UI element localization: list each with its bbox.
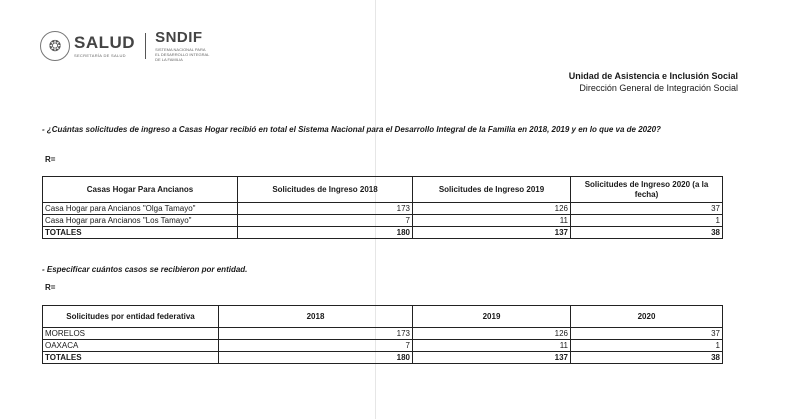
table-cell: 173 bbox=[238, 203, 413, 215]
unit-title: Unidad de Asistencia e Inclusión Social bbox=[568, 71, 738, 81]
table-cell: 11 bbox=[413, 215, 571, 227]
unit-subtitle: Dirección General de Integración Social bbox=[579, 83, 738, 93]
table-cell: Casa Hogar para Ancianos "Olga Tamayo" bbox=[43, 203, 238, 215]
table-cell: MORELOS bbox=[43, 328, 219, 340]
totals-cell: 137 bbox=[413, 352, 571, 364]
column-header: Solicitudes de Ingreso 2019 bbox=[413, 177, 571, 203]
table-cell: 37 bbox=[571, 203, 723, 215]
table-cell: 11 bbox=[413, 340, 571, 352]
unit-heading bbox=[569, 70, 738, 94]
table-cell: 1 bbox=[571, 340, 723, 352]
question-2: - Especificar cuántos casos se recibieron por entidad. bbox=[42, 265, 248, 274]
table-row bbox=[43, 328, 723, 340]
question-1: - ¿Cuántas solicitudes de ingreso a Casas Hogar recibió en total el Sistema Nacional para el Desarrollo Integral de la Familia en 2018, 2019 y en lo que va de 2020? bbox=[42, 125, 661, 134]
totals-row bbox=[43, 352, 723, 364]
table-row bbox=[43, 203, 723, 215]
answer-label-1: R= bbox=[45, 155, 56, 164]
table-cell: 37 bbox=[571, 328, 723, 340]
header-logo bbox=[40, 30, 209, 62]
table-cell: OAXACA bbox=[43, 340, 219, 352]
table-cell: 173 bbox=[219, 328, 413, 340]
salud-logo-subtext: SECRETARÍA DE SALUD bbox=[74, 53, 126, 58]
totals-cell: 180 bbox=[219, 352, 413, 364]
totals-cell: 38 bbox=[571, 352, 723, 364]
column-header: 2020 bbox=[571, 306, 723, 328]
column-header: 2018 bbox=[219, 306, 413, 328]
column-header: Casas Hogar Para Ancianos bbox=[43, 177, 238, 203]
column-header: Solicitudes de Ingreso 2020 (a la fecha) bbox=[571, 177, 723, 203]
sndif-sub-line: SISTEMA NACIONAL PARA bbox=[155, 47, 206, 52]
mexico-seal-icon: ❂ bbox=[40, 31, 70, 61]
column-header: Solicitudes de Ingreso 2018 bbox=[238, 177, 413, 203]
table-cell: 7 bbox=[238, 215, 413, 227]
totals-row bbox=[43, 227, 723, 239]
sndif-sub-line: DE LA FAMILIA bbox=[155, 57, 183, 62]
totals-label: TOTALES bbox=[43, 352, 219, 364]
table-cell: 126 bbox=[413, 328, 571, 340]
logo-divider bbox=[145, 33, 146, 59]
column-header: 2019 bbox=[413, 306, 571, 328]
table-cell: 1 bbox=[571, 215, 723, 227]
table-cell: 7 bbox=[219, 340, 413, 352]
totals-cell: 38 bbox=[571, 227, 723, 239]
sndif-logo-subtext bbox=[155, 47, 209, 62]
totals-cell: 180 bbox=[238, 227, 413, 239]
sndif-logo bbox=[155, 30, 209, 62]
salud-logo-text: SALUD bbox=[74, 33, 136, 52]
table-header-row bbox=[43, 306, 723, 328]
table-row bbox=[43, 340, 723, 352]
sndif-sub-line: EL DESARROLLO INTEGRAL bbox=[155, 52, 210, 57]
table-row bbox=[43, 215, 723, 227]
casas-hogar-table bbox=[42, 176, 723, 239]
table-cell: Casa Hogar para Ancianos "Los Tamayo" bbox=[43, 215, 238, 227]
salud-logo bbox=[74, 34, 135, 58]
table-header-row bbox=[43, 177, 723, 203]
entidad-table bbox=[42, 305, 723, 364]
totals-label: TOTALES bbox=[43, 227, 238, 239]
totals-cell: 137 bbox=[413, 227, 571, 239]
table-cell: 126 bbox=[413, 203, 571, 215]
sndif-logo-text: SNDIF bbox=[155, 29, 203, 46]
answer-label-2: R= bbox=[45, 283, 56, 292]
column-header: Solicitudes por entidad federativa bbox=[43, 306, 219, 328]
